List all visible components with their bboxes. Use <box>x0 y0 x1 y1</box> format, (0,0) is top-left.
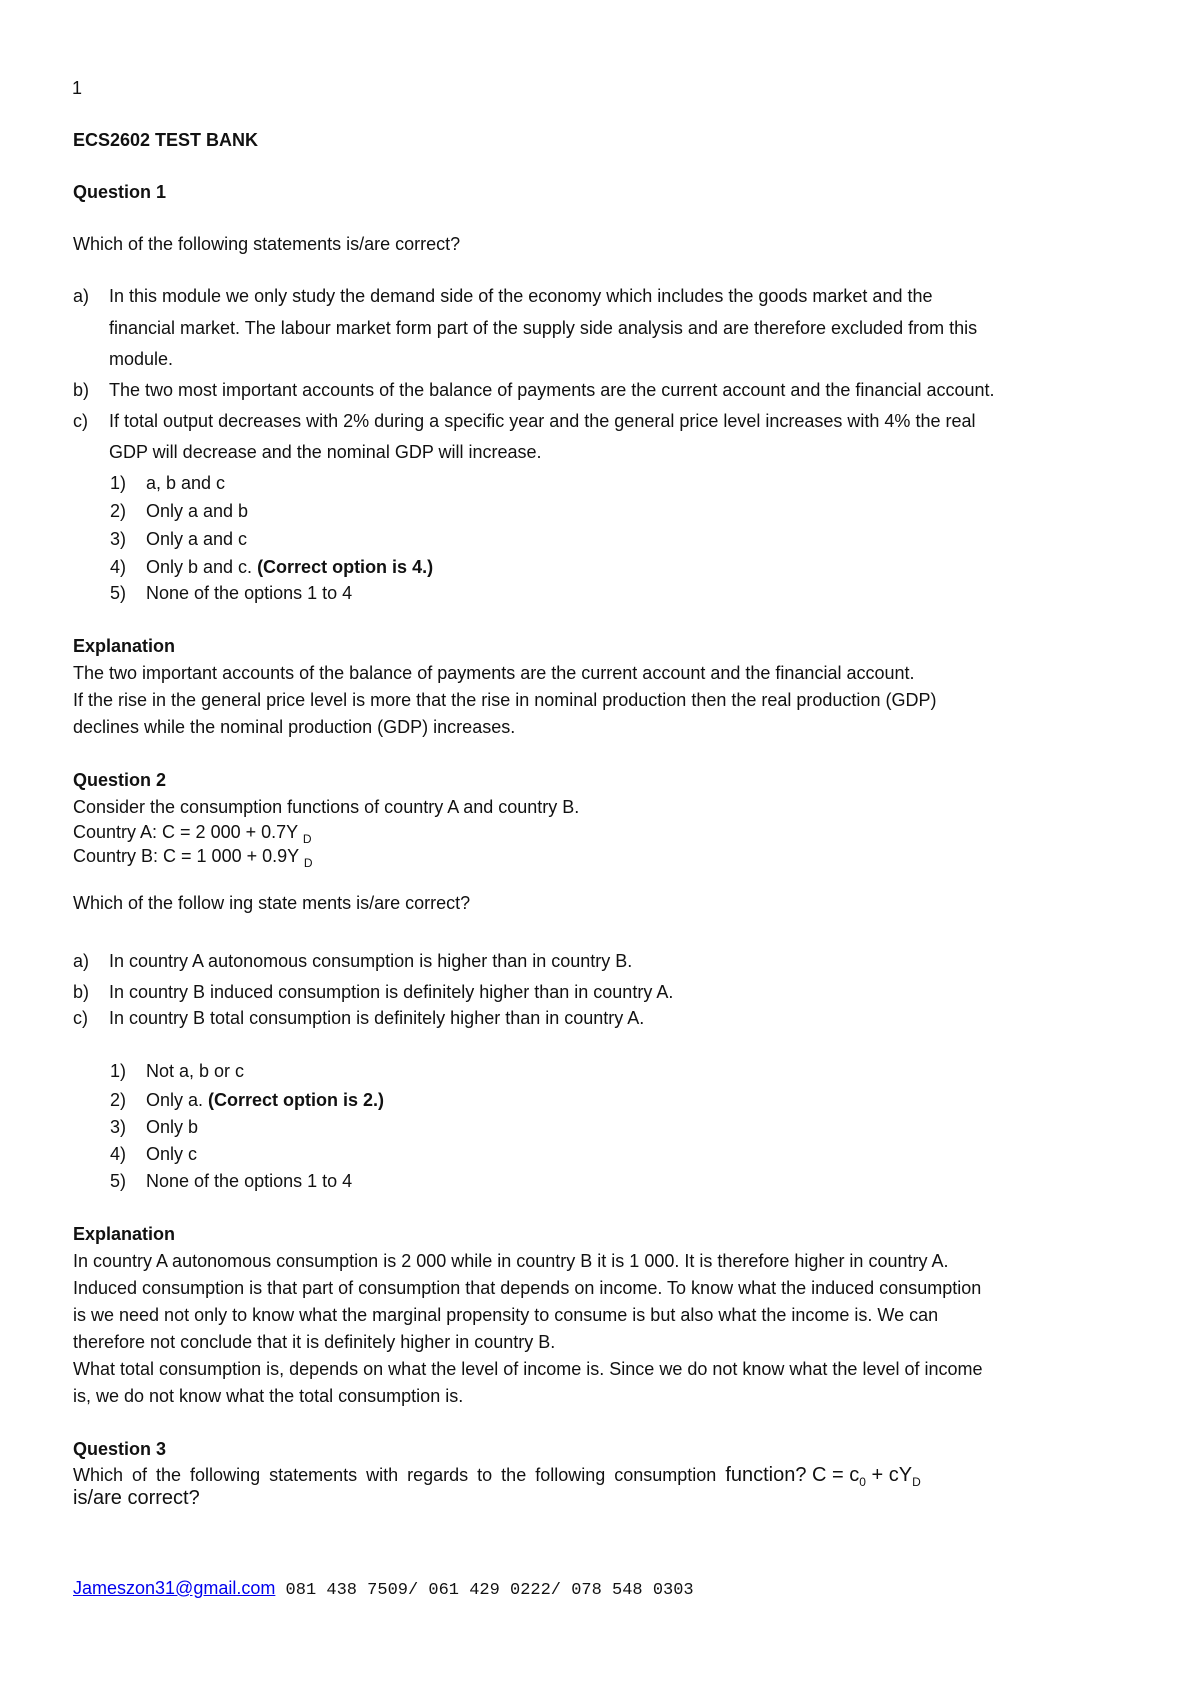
question-2-option-1-number: 1) <box>110 1061 127 1081</box>
question-2-option-2 <box>146 1090 384 1111</box>
question-2-explanation-line: is, we do not know what the total consumption is. <box>73 1386 464 1406</box>
question-1-item-b-line1: The two most important accounts of the balance of payments are the current account and the financial account. <box>109 380 995 400</box>
question-3-formula <box>725 1464 921 1489</box>
question-2-explanation-line: What total consumption is, depends on what the level of income is. Since we do not know what the level of income <box>73 1359 983 1379</box>
question-2-option-1-text: Not a, b or c <box>146 1061 245 1081</box>
question-1-explanation-line: If the rise in the general price level is more that the rise in nominal production then the real production (GDP) <box>73 690 937 710</box>
question-3-prompt-line1 <box>73 1464 921 1489</box>
question-1-prompt: Which of the following statements is/are correct? <box>73 234 461 254</box>
question-1-option-2-text: Only a and b <box>146 501 249 521</box>
question-1-item-a-line1: In this module we only study the demand side of the economy which includes the goods market and the <box>109 286 933 306</box>
question-1-item-a-line3: module. <box>109 349 174 369</box>
question-1-item-c-line1: If total output decreases with 2% during a specific year and the general price level increases with 4% the real <box>109 411 976 431</box>
question-2-option-4-text: Only c <box>146 1144 198 1164</box>
question-2-item-a-text: In country A autonomous consumption is higher than in country B. <box>109 951 633 971</box>
question-1-option-5-text: None of the options 1 to 4 <box>146 583 353 603</box>
question-2-item-b-letter: b) <box>73 982 90 1002</box>
question-3-heading: Question 3 <box>73 1439 167 1459</box>
question-2-heading: Question 2 <box>73 770 167 790</box>
question-2-option-2-number: 2) <box>110 1090 127 1110</box>
page-number: 1 <box>72 78 83 98</box>
question-1-option-2-number: 2) <box>110 501 127 521</box>
question-2-option-4-number: 4) <box>110 1144 127 1164</box>
question-1-option-5-number: 5) <box>110 583 127 603</box>
country-b-subscript: D <box>303 856 313 870</box>
question-2-item-c-letter: c) <box>73 1008 88 1028</box>
question-2-option-5-text: None of the options 1 to 4 <box>146 1171 353 1191</box>
question-2-item-a-letter: a) <box>73 951 90 971</box>
document-title: ECS2602 TEST BANK <box>73 130 259 150</box>
footer-contact <box>73 1578 694 1600</box>
question-1-explanation-line: The two important accounts of the balance of payments are the current account and the financial account. <box>73 663 915 683</box>
question-1-option-4-number: 4) <box>110 557 127 577</box>
country-a-subscript: D <box>302 832 312 846</box>
question-1-explanation-heading: Explanation <box>73 636 176 656</box>
question-1-item-c-line2: GDP will decrease and the nominal GDP will increase. <box>109 442 542 462</box>
question-2-explanation-line: Induced consumption is that part of consumption that depends on income. To know what the induced consumption <box>73 1278 982 1298</box>
question-2-prompt: Which of the follow ing state ments is/are correct? <box>73 893 471 913</box>
question-1-item-a-letter: a) <box>73 286 90 306</box>
question-1-option-1-text: a, b and c <box>146 473 226 493</box>
question-1-correct-note: (Correct option is 4.) <box>257 557 434 577</box>
question-1-option-3-text: Only a and c <box>146 529 248 549</box>
question-2-item-c-text: In country B total consumption is definitely higher than in country A. <box>109 1008 645 1028</box>
email-link[interactable]: Jameszon31@gmail.com <box>73 1578 276 1598</box>
question-2-explanation-heading: Explanation <box>73 1224 176 1244</box>
country-b-function <box>73 846 313 870</box>
question-1-item-a-line2: financial market. The labour market form part of the supply side analysis and are therefore excluded from this <box>109 318 978 338</box>
question-2-intro: Consider the consumption functions of country A and country B. <box>73 797 580 817</box>
question-2-option-5-number: 5) <box>110 1171 127 1191</box>
formula-part-2: + cY <box>865 1464 913 1486</box>
formula-subscript-d: D <box>912 1475 921 1489</box>
question-1-heading: Question 1 <box>73 182 167 202</box>
question-2-option-3-text: Only b <box>146 1117 199 1137</box>
question-2-option-3-number: 3) <box>110 1117 127 1137</box>
question-3-prompt-line2: is/are correct? <box>73 1487 200 1509</box>
question-1-item-b-letter: b) <box>73 380 90 400</box>
question-2-explanation-line: is we need not only to know what the marginal propensity to consume is but also what the income is. We can <box>73 1305 939 1325</box>
question-1-option-1-number: 1) <box>110 473 127 493</box>
question-3-prompt-text: Which of the following statements with regards to the following consumption <box>73 1465 726 1485</box>
question-1-option-3-number: 3) <box>110 529 127 549</box>
question-1-option-4-text: Only b and c. <box>146 557 258 577</box>
question-1-explanation-line: declines while the nominal production (GDP) increases. <box>73 717 516 737</box>
question-2-explanation-line: therefore not conclude that it is definitely higher in country B. <box>73 1332 556 1352</box>
country-a-function <box>73 822 312 846</box>
phone-numbers: 081 438 7509/ 061 429 0222/ 078 548 0303 <box>275 1581 694 1600</box>
question-2-explanation-line: In country A autonomous consumption is 2 000 while in country B it is 1 000. It is therefore higher in country A. <box>73 1251 949 1271</box>
country-b-formula: Country B: C = 1 000 + 0.9Y <box>73 846 299 866</box>
formula-part-1: function? C = c <box>725 1464 860 1486</box>
question-2-option-2-text: Only a. <box>146 1090 209 1110</box>
country-a-formula: Country A: C = 2 000 + 0.7Y <box>73 822 298 842</box>
formula-subscript-0: 0 <box>859 1475 866 1489</box>
question-2-correct-note: (Correct option is 2.) <box>208 1090 385 1110</box>
question-2-item-b-text: In country B induced consumption is definitely higher than in country A. <box>109 982 674 1002</box>
question-1-option-4 <box>146 557 433 578</box>
question-1-item-c-letter: c) <box>73 411 88 431</box>
